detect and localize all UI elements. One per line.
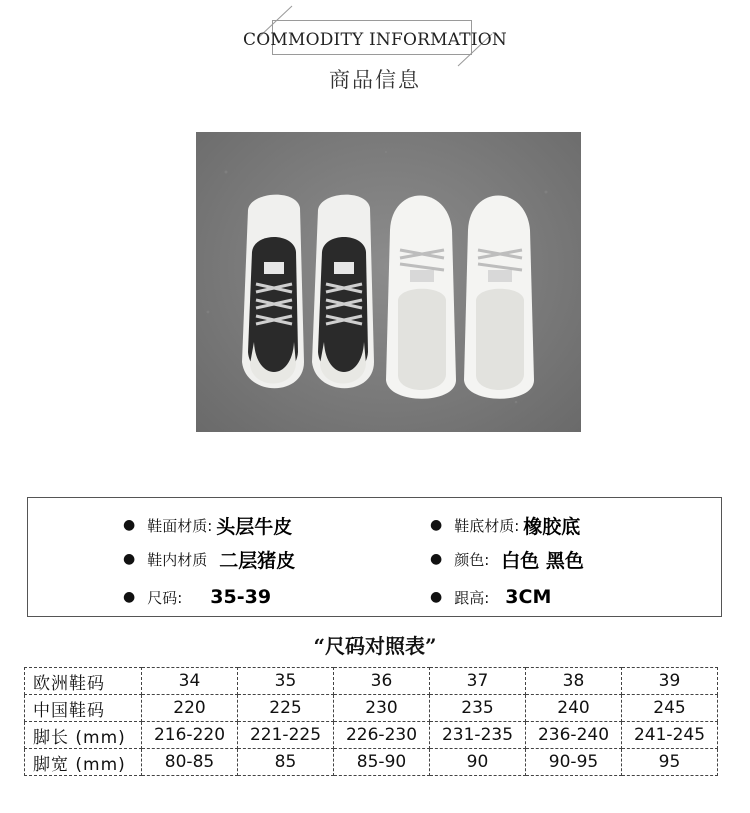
white-shoe-left bbox=[386, 196, 456, 399]
table-cell: 236-240 bbox=[526, 722, 622, 749]
row-header: 欧洲鞋码 bbox=[25, 668, 142, 695]
row-header: 脚宽 (mm) bbox=[25, 749, 142, 776]
white-shoe-right bbox=[464, 196, 534, 399]
spec-size-range bbox=[123, 584, 271, 610]
table-cell: 245 bbox=[622, 695, 718, 722]
row-header: 脚长 (mm) bbox=[25, 722, 142, 749]
table-cell: 216-220 bbox=[142, 722, 238, 749]
table-cell: 35 bbox=[238, 668, 334, 695]
product-photo bbox=[196, 132, 581, 432]
spec-value: 橡胶底 bbox=[523, 515, 581, 538]
spec-value: 白色 黑色 bbox=[501, 549, 584, 572]
spec-lining-material bbox=[123, 546, 295, 572]
spec-box bbox=[27, 497, 722, 617]
table-cell: 230 bbox=[334, 695, 430, 722]
spec-heel-height bbox=[430, 584, 551, 610]
spec-label: 颜色: bbox=[454, 550, 490, 569]
table-cell: 38 bbox=[526, 668, 622, 695]
table-cell: 80-85 bbox=[142, 749, 238, 776]
bullet-icon: ● bbox=[123, 589, 136, 605]
spec-label: 跟高: bbox=[454, 588, 490, 607]
bullet-icon: ● bbox=[430, 551, 443, 567]
spec-value: 二层猪皮 bbox=[219, 549, 296, 572]
table-cell: 235 bbox=[430, 695, 526, 722]
table-cell: 95 bbox=[622, 749, 718, 776]
table-cell: 36 bbox=[334, 668, 430, 695]
table-row bbox=[25, 695, 718, 722]
spec-label: 尺码: bbox=[147, 588, 183, 607]
spec-color bbox=[430, 546, 584, 572]
title-cn: 商品信息 bbox=[329, 68, 421, 92]
spec-label: 鞋面材质: bbox=[147, 516, 213, 535]
spec-sole-material bbox=[430, 512, 580, 538]
table-cell: 85 bbox=[238, 749, 334, 776]
spec-label: 鞋内材质 bbox=[147, 550, 208, 569]
table-cell: 220 bbox=[142, 695, 238, 722]
size-chart-table bbox=[24, 667, 718, 776]
row-header: 中国鞋码 bbox=[25, 695, 142, 722]
bullet-icon: ● bbox=[123, 517, 136, 533]
table-cell: 90-95 bbox=[526, 749, 622, 776]
table-cell: 85-90 bbox=[334, 749, 430, 776]
bullet-icon: ● bbox=[430, 589, 443, 605]
table-cell: 39 bbox=[622, 668, 718, 695]
table-row bbox=[25, 722, 718, 749]
table-row bbox=[25, 668, 718, 695]
table-cell: 231-235 bbox=[430, 722, 526, 749]
table-cell: 225 bbox=[238, 695, 334, 722]
spec-upper-material bbox=[123, 512, 292, 538]
table-cell: 240 bbox=[526, 695, 622, 722]
sneakers-illustration bbox=[196, 132, 581, 432]
spec-value: 35-39 bbox=[210, 586, 272, 608]
table-cell: 241-245 bbox=[622, 722, 718, 749]
table-cell: 221-225 bbox=[238, 722, 334, 749]
table-cell: 37 bbox=[430, 668, 526, 695]
table-cell: 90 bbox=[430, 749, 526, 776]
spec-value: 头层牛皮 bbox=[216, 515, 293, 538]
bullet-icon: ● bbox=[123, 551, 136, 567]
commodity-header bbox=[0, 0, 750, 110]
table-cell: 226-230 bbox=[334, 722, 430, 749]
title-en: COMMODITY INFORMATION bbox=[243, 30, 507, 50]
black-shoe-left bbox=[242, 195, 304, 389]
spec-value: 3CM bbox=[505, 586, 552, 608]
table-row bbox=[25, 749, 718, 776]
table-cell: 34 bbox=[142, 668, 238, 695]
size-chart-title: “尺码对照表” bbox=[313, 634, 437, 658]
spec-label: 鞋底材质: bbox=[454, 516, 520, 535]
bullet-icon: ● bbox=[430, 517, 443, 533]
black-shoe-right bbox=[312, 195, 374, 389]
